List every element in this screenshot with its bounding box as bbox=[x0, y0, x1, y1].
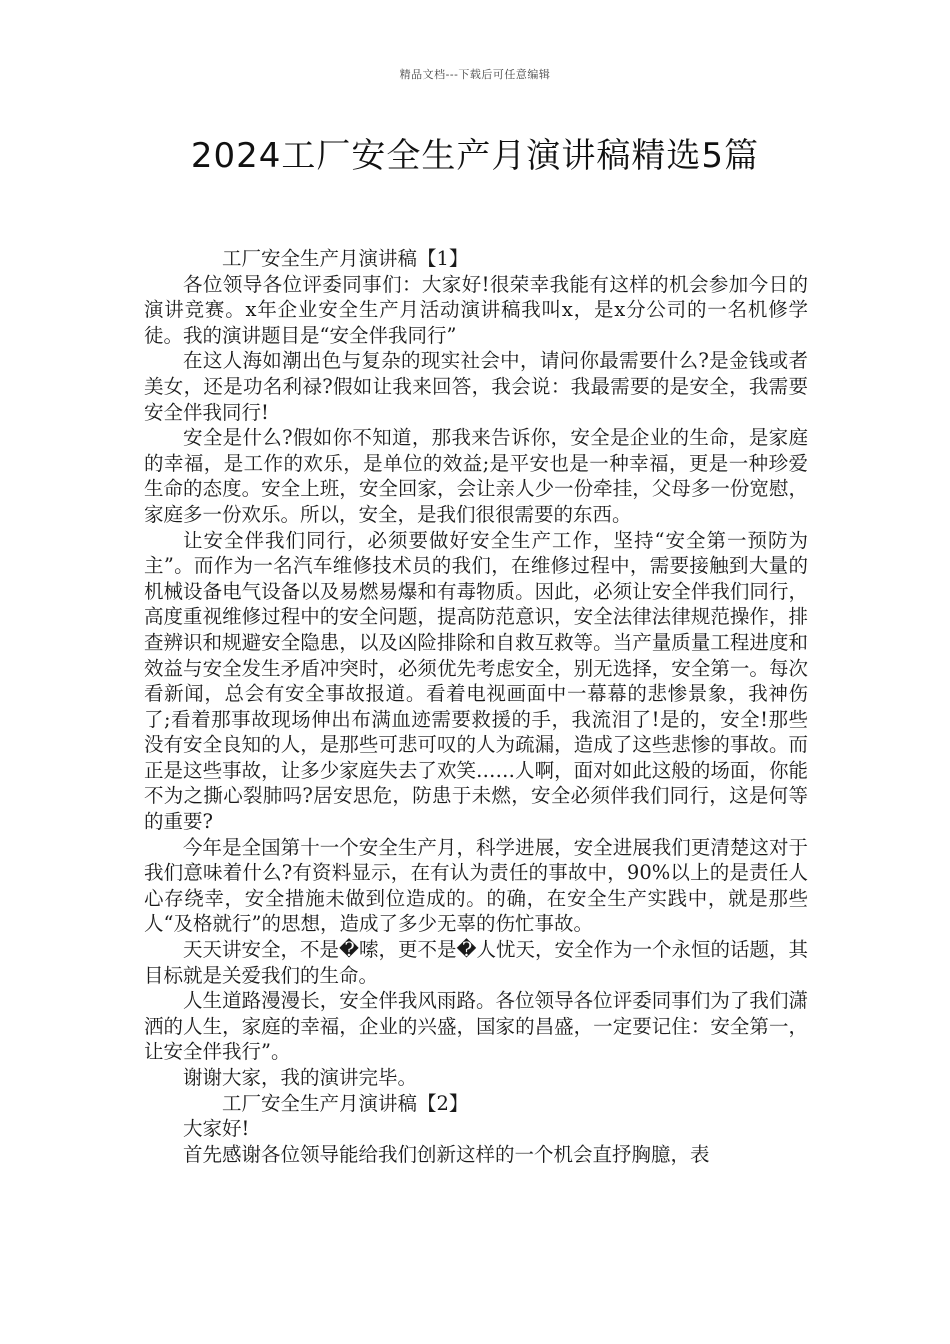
body-paragraph: 在这人海如潮出色与复杂的现实社会中，请问你最需要什么?是金钱或者美女，还是功名利禄?假如让我来回答，我会说：我最需要的是安全，我需要安全伴我同行! bbox=[144, 349, 808, 424]
body-paragraph: 大家好! bbox=[183, 1117, 250, 1141]
body-paragraph: 谢谢大家，我的演讲完毕。 bbox=[183, 1066, 418, 1089]
header-note: 精品文档---下载后可任意编辑 bbox=[399, 68, 551, 81]
document-title: 2024工厂安全生产月演讲稿精选5篇 bbox=[190, 136, 760, 176]
section-heading: 工厂安全生产月演讲稿【2】 bbox=[222, 1091, 469, 1115]
section-heading: 工厂安全生产月演讲稿【1】 bbox=[222, 247, 469, 270]
body-paragraph: 天天讲安全，不是�嗦，更不是�人忧天，安全作为一个永恒的话题，其目标就是关爱我们的生命。 bbox=[144, 938, 808, 987]
body-paragraph: 首先感谢各位领导能给我们创新这样的一个机会直抒胸臆，表 bbox=[183, 1142, 710, 1166]
body-paragraph: 让安全伴我们同行，必须要做好安全生产工作，坚持“安全第一预防为主”。而作为一名汽车维修技术员的我们，在维修过程中，需要接触到大量的机械设备电气设备以及易燃易爆和有毒物质。因此，必须让安全伴我们同行，高度重视维修过程中的安全问题，提高防范意识，安全法律法律规范操作，排查辨识和规避安全隐患，以及凶险排除和自救互救等。当产量质量工程进度和效益与安全发生矛盾冲突时，必须优先考虑安全，别无选择，安全第一。每次看新闻，总会有安全事故报道。看着电视画面中一幕幕的悲惨景象，我神伤了;看着那事故现场伸出布满血迹需要救援的手，我流泪了!是的，安全!那些没有安全良知的人，是那些可悲可叹的人为疏漏，造成了这些悲惨的事故。而正是这些事故，让多少家庭失去了欢笑……人啊，面对如此这般的场面，你能不为之撕心裂肺吗?居安思危，防患于未燃，安全必须伴我们同行，这是何等的重要? bbox=[144, 528, 808, 834]
body-paragraph: 各位领导各位评委同事们：大家好!很荣幸我能有这样的机会参加今日的演讲竞赛。x年企业安全生产月活动演讲稿我叫x，是x分公司的一名机修学徒。我的演讲题目是“安全伴我同行” bbox=[144, 272, 808, 347]
document-body bbox=[144, 246, 808, 1167]
body-paragraph: 人生道路漫漫长，安全伴我风雨路。各位领导各位评委同事们为了我们潇洒的人生，家庭的幸福，企业的兴盛，国家的昌盛，一定要记住：安全第一，让安全伴我行”。 bbox=[144, 989, 808, 1064]
body-paragraph: 今年是全国第十一个安全生产月，科学进展，安全进展我们更清楚这对于我们意味着什么?有资料显示，在有认为责任的事故中，90%以上的是责任人心存绕幸，安全措施未做到位造成的。的确，在安全生产实践中，就是那些人“及格就行”的思想，造成了多少无辜的伤忙事故。 bbox=[144, 835, 808, 936]
body-paragraph: 安全是什么?假如你不知道，那我来告诉你，安全是企业的生命，是家庭的幸福，是工作的欢乐，是单位的效益;是平安也是一种幸福，更是一种珍爱生命的态度。安全上班，安全回家，会让亲人少一份牵挂，父母多一份宽慰，家庭多一份欢乐。所以，安全，是我们很很需要的东西。 bbox=[144, 426, 808, 526]
